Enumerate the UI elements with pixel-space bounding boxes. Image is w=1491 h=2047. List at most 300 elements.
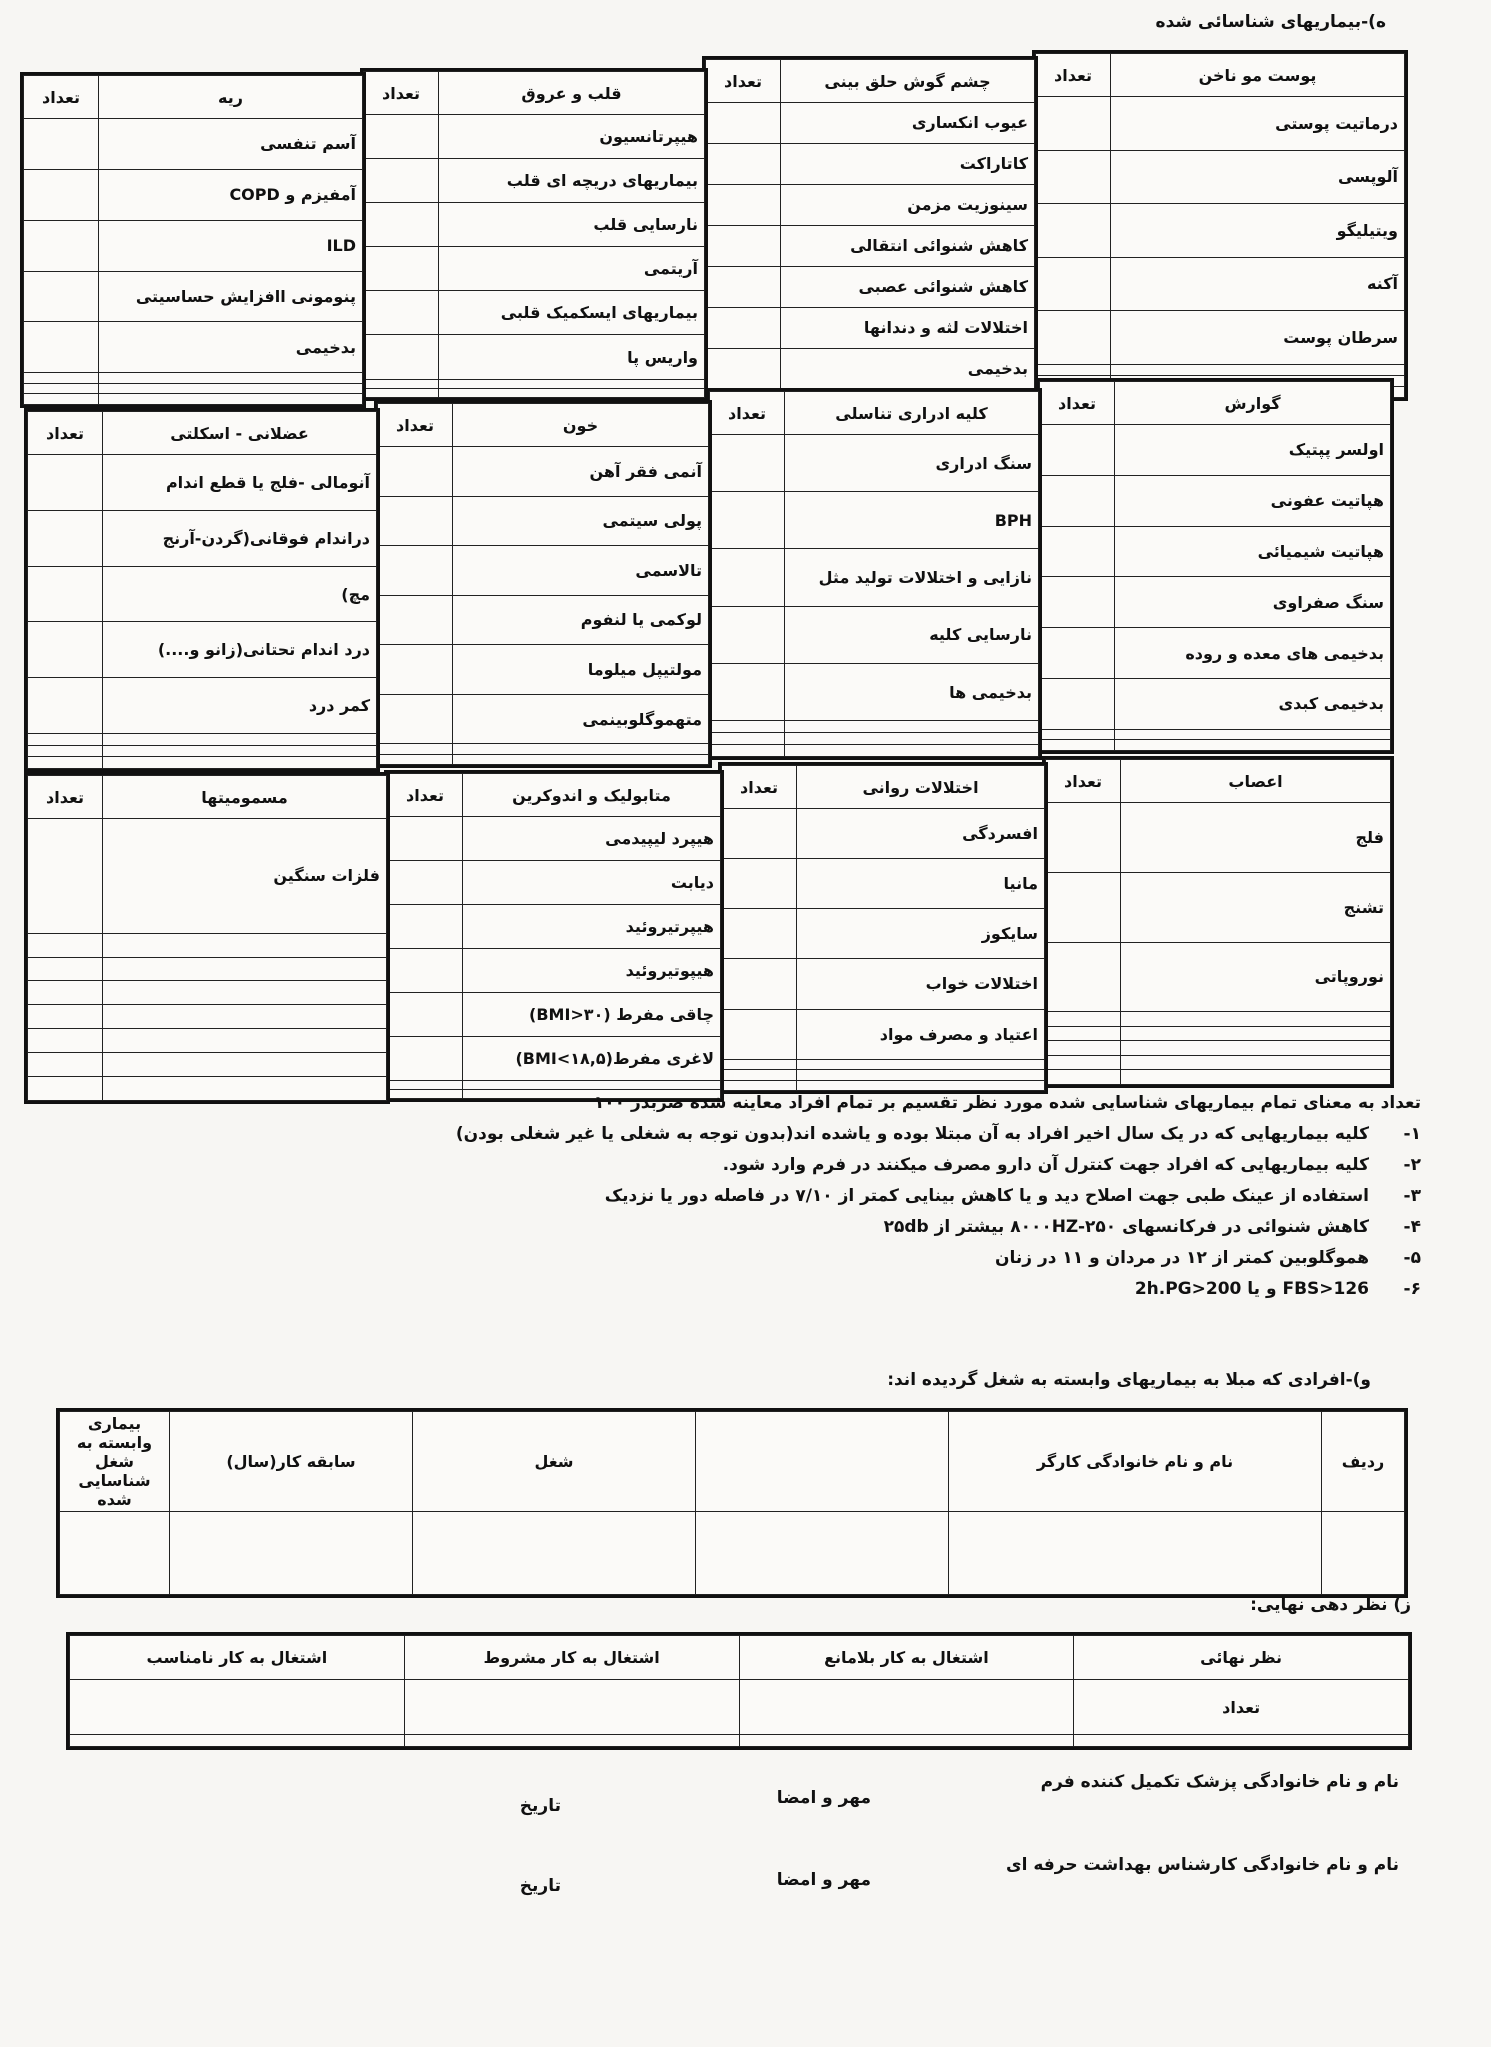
group-row <box>28 933 387 957</box>
group-table <box>1039 381 1391 751</box>
disease-label: پنومونی اافزایش حساسیتی <box>99 271 363 322</box>
final-count-cell[interactable] <box>70 1680 405 1735</box>
disease-label: دراندام فوقانی(گردن-آرنج <box>103 510 377 566</box>
occupational-header-row <box>60 1412 1405 1512</box>
occupational-cell[interactable] <box>696 1512 949 1595</box>
occupational-header-cell: شغل <box>413 1412 696 1512</box>
count-cell[interactable] <box>28 455 103 511</box>
count-cell[interactable] <box>710 549 785 606</box>
group-row <box>28 510 377 566</box>
disease-label <box>785 733 1039 745</box>
count-cell[interactable] <box>710 733 785 745</box>
count-cell[interactable] <box>1040 425 1115 476</box>
note-text: استفاده از عینک طبی جهت اصلاح دید و یا کاهش بینایی کمتر از ۷/۱۰ در فاصله دور یا نزدیک <box>604 1186 1369 1206</box>
final-empty-cell[interactable] <box>739 1735 1074 1747</box>
count-cell[interactable] <box>710 745 785 757</box>
final-count-cell[interactable] <box>404 1680 739 1735</box>
count-cell[interactable] <box>706 184 781 225</box>
group-row <box>706 184 1035 225</box>
count-cell[interactable] <box>28 1029 103 1053</box>
group-row <box>28 734 377 746</box>
group-row <box>1040 628 1391 679</box>
count-cell[interactable] <box>1040 628 1115 679</box>
count-cell[interactable] <box>28 957 103 981</box>
note-item <box>61 1119 1421 1150</box>
count-cell[interactable] <box>1040 526 1115 577</box>
occupational-title: و)-افرادی که مبلا به بیماریهای وابسته به شغل گردیده اند: <box>887 1370 1371 1390</box>
note-item <box>61 1181 1421 1212</box>
disease-label: فلج <box>1121 803 1391 873</box>
group-row <box>710 745 1039 757</box>
disease-label: هیپوتیروئید <box>463 948 721 992</box>
group-row <box>1040 526 1391 577</box>
count-cell[interactable] <box>28 745 103 757</box>
count-cell[interactable] <box>706 266 781 307</box>
occupational-header-cell: بیماری وابسته به شغل شناسایی شده <box>60 1412 170 1512</box>
group-row <box>24 220 363 271</box>
group-table <box>721 765 1045 1091</box>
count-cell[interactable] <box>1046 1055 1121 1070</box>
disease-label: نوروپاتی <box>1121 942 1391 1012</box>
note-number: ۱- <box>1403 1124 1421 1144</box>
count-cell[interactable] <box>1046 1041 1121 1056</box>
occupational-cell[interactable] <box>1322 1512 1405 1595</box>
group-row <box>364 203 705 247</box>
count-cell[interactable] <box>24 220 99 271</box>
final-count-cell[interactable] <box>739 1680 1074 1735</box>
count-cell[interactable] <box>378 754 453 764</box>
final-empty-cell[interactable] <box>1074 1735 1409 1747</box>
count-header: تعداد <box>28 412 103 455</box>
disease-label: آکنه <box>1111 257 1405 311</box>
group-row <box>378 595 709 645</box>
count-cell[interactable] <box>710 606 785 663</box>
count-cell[interactable] <box>28 1005 103 1029</box>
occupational-cell[interactable] <box>413 1512 696 1595</box>
count-cell[interactable] <box>388 948 463 992</box>
disease-label: بیماریهای دریچه ای قلب <box>439 159 705 203</box>
count-cell[interactable] <box>1036 150 1111 204</box>
group-row <box>378 694 709 744</box>
note-number: ۴- <box>1403 1217 1421 1237</box>
disease-label: بدخیمی <box>99 322 363 373</box>
group-title: مسمومیتها <box>103 776 387 819</box>
count-cell[interactable] <box>364 335 439 379</box>
group-row <box>706 103 1035 144</box>
note-text: FBS>126 و یا 2h.PG>200 <box>1134 1279 1369 1299</box>
count-header: تعداد <box>722 766 797 809</box>
group-title: متابولیک و اندوکرین <box>463 774 721 817</box>
group-title: عضلانی - اسکلتی <box>103 412 377 455</box>
group-row <box>1040 740 1391 751</box>
disease-label: ILD <box>99 220 363 271</box>
count-cell[interactable] <box>28 757 103 769</box>
group-row <box>364 388 705 397</box>
count-cell[interactable] <box>1046 803 1121 873</box>
group-row <box>1046 803 1391 873</box>
count-cell[interactable] <box>378 546 453 596</box>
count-cell[interactable] <box>1040 678 1115 729</box>
group-row <box>28 455 377 511</box>
count-cell[interactable] <box>28 1053 103 1077</box>
disease-label: تشنج <box>1121 872 1391 942</box>
disease-label: مولتیپل میلوما <box>453 645 709 695</box>
final-header-cell: نظر نهائی <box>1074 1636 1409 1680</box>
group-row <box>1040 425 1391 476</box>
disease-label: نارسایی کلیه <box>785 606 1039 663</box>
group-header-row <box>364 72 705 115</box>
count-cell[interactable] <box>1036 364 1111 375</box>
disease-label <box>1115 740 1391 751</box>
group-row <box>1036 150 1405 204</box>
count-cell[interactable] <box>364 203 439 247</box>
box-metabolic <box>384 770 724 1102</box>
disease-label <box>797 1070 1045 1080</box>
notes-list <box>61 1119 1421 1305</box>
count-cell[interactable] <box>28 510 103 566</box>
count-cell[interactable] <box>706 307 781 348</box>
group-row <box>28 957 387 981</box>
count-cell[interactable] <box>722 1059 797 1069</box>
count-cell[interactable] <box>1046 872 1121 942</box>
group-row <box>1040 729 1391 740</box>
box-psych <box>718 762 1048 1094</box>
count-cell[interactable] <box>28 819 103 934</box>
disease-label: دیابت <box>463 860 721 904</box>
disease-label: هیپرتانسیون <box>439 115 705 159</box>
count-cell[interactable] <box>1036 311 1111 365</box>
count-cell[interactable] <box>1036 97 1111 151</box>
note-number: ۲- <box>1403 1155 1421 1175</box>
count-cell[interactable] <box>24 394 99 405</box>
count-cell[interactable] <box>28 678 103 734</box>
disease-label: هپاتیت شیمیائی <box>1115 526 1391 577</box>
group-row <box>378 546 709 596</box>
group-row <box>722 909 1045 959</box>
disease-label: BPH <box>785 492 1039 549</box>
count-header: تعداد <box>388 774 463 817</box>
count-header: تعداد <box>364 72 439 115</box>
group-row <box>364 379 705 388</box>
group-row <box>364 335 705 379</box>
occupational-body-row <box>60 1512 1405 1595</box>
count-cell[interactable] <box>364 379 439 388</box>
count-cell[interactable] <box>378 744 453 754</box>
group-row <box>28 819 387 934</box>
note-text: کلیه بیماریهایی که در یک سال اخیر افراد به آن مبتلا بوده و یاشده اند(بدون توجه به شغلی یا غیر شغلی بودن) <box>455 1124 1369 1144</box>
doctor-name-label: نام و نام خانوادگی پزشک تکمیل کننده فرم <box>1040 1772 1399 1792</box>
box-poison <box>24 772 390 1104</box>
disease-label: سرطان پوست <box>1111 311 1405 365</box>
count-cell[interactable] <box>1036 204 1111 258</box>
final-title: ز) نظر دهی نهایی: <box>1250 1595 1411 1615</box>
box-heart <box>360 68 708 401</box>
disease-label: افسردگی <box>797 809 1045 859</box>
disease-label <box>103 933 387 957</box>
group-row <box>378 496 709 546</box>
group-row <box>364 291 705 335</box>
count-cell[interactable] <box>28 981 103 1005</box>
count-cell[interactable] <box>722 959 797 1009</box>
count-cell[interactable] <box>1046 942 1121 1012</box>
count-header: تعداد <box>378 404 453 447</box>
occupational-header-cell: سابقه کار(سال) <box>170 1412 413 1512</box>
count-cell[interactable] <box>378 645 453 695</box>
count-cell[interactable] <box>24 271 99 322</box>
count-cell[interactable] <box>1040 577 1115 628</box>
note-text: کاهش شنوائی در فرکانسهای ۸۰۰۰HZ-۲۵۰ بیشتر از ۲۵db <box>883 1217 1369 1237</box>
occupational-grid <box>59 1411 1405 1595</box>
count-cell[interactable] <box>722 909 797 959</box>
group-row <box>388 817 721 861</box>
count-cell[interactable] <box>722 809 797 859</box>
group-row <box>24 373 363 384</box>
group-row <box>24 271 363 322</box>
count-cell[interactable] <box>378 447 453 497</box>
disease-label <box>1121 1026 1391 1041</box>
disease-label <box>103 1005 387 1029</box>
group-row <box>28 1005 387 1029</box>
group-table <box>1035 53 1405 398</box>
group-header-row <box>706 60 1035 103</box>
count-header: تعداد <box>1040 382 1115 425</box>
count-header: تعداد <box>706 60 781 103</box>
group-row <box>722 1009 1045 1059</box>
count-cell[interactable] <box>1046 1026 1121 1041</box>
group-header-row <box>1040 382 1391 425</box>
occupational-cell[interactable] <box>60 1512 170 1595</box>
group-header-row <box>24 76 363 119</box>
group-row <box>24 394 363 405</box>
occupational-header-cell: ردیف <box>1322 1412 1405 1512</box>
count-cell[interactable] <box>28 734 103 746</box>
final-empty-cell[interactable] <box>404 1735 739 1747</box>
count-cell[interactable] <box>28 933 103 957</box>
group-row <box>28 745 377 757</box>
group-row <box>388 948 721 992</box>
note-item <box>61 1243 1421 1274</box>
disease-label: واریس پا <box>439 335 705 379</box>
group-table <box>27 775 387 1101</box>
count-cell[interactable] <box>1036 257 1111 311</box>
disease-label: پولی سیتمی <box>453 496 709 546</box>
box-ent <box>702 56 1038 401</box>
disease-label: اولسر پپتیک <box>1115 425 1391 476</box>
section-title: ه)-بیماریهای شناسائی شده <box>1155 12 1386 32</box>
group-header-row <box>28 776 387 819</box>
final-header-row <box>70 1636 1409 1680</box>
disease-label: سنگ ادراری <box>785 435 1039 492</box>
disease-label: آمفیزم و COPD <box>99 169 363 220</box>
group-header-row <box>1036 54 1405 97</box>
count-cell[interactable] <box>710 721 785 733</box>
disease-label <box>453 754 709 764</box>
count-cell[interactable] <box>24 373 99 384</box>
disease-label: ویتیلیگو <box>1111 204 1405 258</box>
occupational-cell[interactable] <box>170 1512 413 1595</box>
group-title: اختلالات روانی <box>797 766 1045 809</box>
count-cell[interactable] <box>388 817 463 861</box>
occupational-cell[interactable] <box>949 1512 1322 1595</box>
group-table <box>709 391 1039 757</box>
count-cell[interactable] <box>388 904 463 948</box>
count-cell[interactable] <box>364 388 439 397</box>
count-cell[interactable] <box>28 566 103 622</box>
count-cell[interactable] <box>364 159 439 203</box>
box-nerve <box>1042 756 1394 1088</box>
count-cell[interactable] <box>24 322 99 373</box>
final-empty-cell[interactable] <box>70 1735 405 1747</box>
disease-label: بدخیمی <box>781 348 1035 389</box>
count-header: تعداد <box>28 776 103 819</box>
group-title: کلیه ادراری تناسلی <box>785 392 1039 435</box>
count-cell[interactable] <box>378 694 453 744</box>
count-cell[interactable] <box>388 992 463 1036</box>
group-row <box>388 992 721 1036</box>
box-musculo <box>24 408 380 772</box>
count-cell[interactable] <box>388 860 463 904</box>
disease-label <box>1121 1055 1391 1070</box>
group-row <box>28 757 377 769</box>
disease-label: نازایی و اختلالات تولید مثل <box>785 549 1039 606</box>
note-number: ۵- <box>1403 1248 1421 1268</box>
box-skin <box>1032 50 1408 401</box>
count-cell[interactable] <box>24 383 99 394</box>
group-row <box>722 859 1045 909</box>
disease-label: لوکمی یا لنفوم <box>453 595 709 645</box>
count-cell[interactable] <box>24 169 99 220</box>
note-item <box>61 1274 1421 1305</box>
group-header-row <box>28 412 377 455</box>
disease-label <box>797 1059 1045 1069</box>
doctor-seal-label: مهر و امضا <box>776 1788 871 1808</box>
disease-label <box>1121 1070 1391 1085</box>
group-title: اعصاب <box>1121 760 1391 803</box>
box-kidney <box>706 388 1042 760</box>
group-row <box>710 721 1039 733</box>
count-header: تعداد <box>1046 760 1121 803</box>
count-cell[interactable] <box>1046 1070 1121 1085</box>
notes-definition-label: تعداد <box>1380 1093 1421 1113</box>
group-row <box>1046 1026 1391 1041</box>
count-cell[interactable] <box>706 103 781 144</box>
disease-label: بدخیمی های معده و روده <box>1115 628 1391 679</box>
final-count-label: تعداد <box>1074 1680 1409 1735</box>
group-row <box>1036 97 1405 151</box>
occupational-header-cell: نام و نام خانوادگی کارگر <box>949 1412 1322 1512</box>
count-cell[interactable] <box>722 1009 797 1059</box>
group-row <box>24 383 363 394</box>
group-row <box>1046 1041 1391 1056</box>
group-row <box>388 860 721 904</box>
group-row <box>28 1053 387 1077</box>
group-row <box>710 435 1039 492</box>
group-row <box>28 1029 387 1053</box>
count-cell[interactable] <box>710 663 785 720</box>
count-cell[interactable] <box>706 225 781 266</box>
group-row <box>24 119 363 170</box>
count-cell[interactable] <box>378 595 453 645</box>
count-cell[interactable] <box>722 1070 797 1080</box>
count-cell[interactable] <box>722 859 797 909</box>
count-header: تعداد <box>1036 54 1111 97</box>
count-cell[interactable] <box>1040 475 1115 526</box>
count-cell[interactable] <box>28 622 103 678</box>
notes <box>61 1088 1421 1305</box>
group-row <box>364 247 705 291</box>
count-cell[interactable] <box>1046 1012 1121 1027</box>
disease-label: آنومالی -فلج یا قطع اندام <box>103 455 377 511</box>
hygienist-name-label: نام و نام خانوادگی کارشناس بهداشت حرفه ای <box>1006 1855 1399 1875</box>
disease-label: مانیا <box>797 859 1045 909</box>
disease-label: هپاتیت عفونی <box>1115 475 1391 526</box>
group-row <box>706 348 1035 389</box>
disease-label: سنگ صفراوی <box>1115 577 1391 628</box>
group-row <box>722 1059 1045 1069</box>
group-row <box>28 678 377 734</box>
group-table <box>27 411 377 769</box>
group-row <box>388 904 721 948</box>
group-row <box>706 307 1035 348</box>
count-cell[interactable] <box>388 1036 463 1080</box>
group-row <box>1036 204 1405 258</box>
disease-label: بیماریهای ایسکمیک قلبی <box>439 291 705 335</box>
group-header-row <box>1046 760 1391 803</box>
count-cell[interactable] <box>1040 740 1115 751</box>
disease-label: نارسایی قلب <box>439 203 705 247</box>
hygienist-seal-label: مهر و امضا <box>776 1870 871 1890</box>
final-empty-row <box>70 1735 1409 1747</box>
count-cell[interactable] <box>364 115 439 159</box>
disease-label: آسم تنفسی <box>99 119 363 170</box>
count-cell[interactable] <box>1040 729 1115 740</box>
disease-label: کاهش شنوائی عصبی <box>781 266 1035 307</box>
group-title: چشم گوش حلق بینی <box>781 60 1035 103</box>
count-cell[interactable] <box>706 348 781 389</box>
disease-label: فلزات سنگین <box>103 819 387 934</box>
disease-label: اختلالات لثه و دندانها <box>781 307 1035 348</box>
occupational-table <box>56 1408 1408 1598</box>
disease-label: درد اندام تحتانی(زانو و....) <box>103 622 377 678</box>
count-cell[interactable] <box>706 143 781 184</box>
group-title: گوارش <box>1115 382 1391 425</box>
final-header-cell: اشتغال به کار بلامانع <box>739 1636 1074 1680</box>
disease-label <box>1111 364 1405 375</box>
disease-label: آریتمی <box>439 247 705 291</box>
count-cell[interactable] <box>364 247 439 291</box>
group-row <box>706 266 1035 307</box>
disease-label: مچ) <box>103 566 377 622</box>
count-cell[interactable] <box>710 492 785 549</box>
group-row <box>28 981 387 1005</box>
disease-label <box>103 957 387 981</box>
group-row <box>722 1070 1045 1080</box>
final-grid <box>69 1635 1409 1747</box>
group-header-row <box>722 766 1045 809</box>
count-cell[interactable] <box>24 119 99 170</box>
group-row <box>1036 257 1405 311</box>
count-cell[interactable] <box>378 496 453 546</box>
disease-label: لاغری مفرط(BMI<۱۸,۵) <box>463 1036 721 1080</box>
disease-label: متهموگلوبینمی <box>453 694 709 744</box>
disease-label <box>103 745 377 757</box>
disease-label: کمر درد <box>103 678 377 734</box>
group-row <box>706 225 1035 266</box>
disease-label: سینوزیت مزمن <box>781 184 1035 225</box>
note-text: کلیه بیماریهایی که افراد جهت کنترل آن دارو مصرف میکنند در فرم وارد شود. <box>722 1155 1369 1175</box>
count-cell[interactable] <box>364 291 439 335</box>
count-cell[interactable] <box>710 435 785 492</box>
